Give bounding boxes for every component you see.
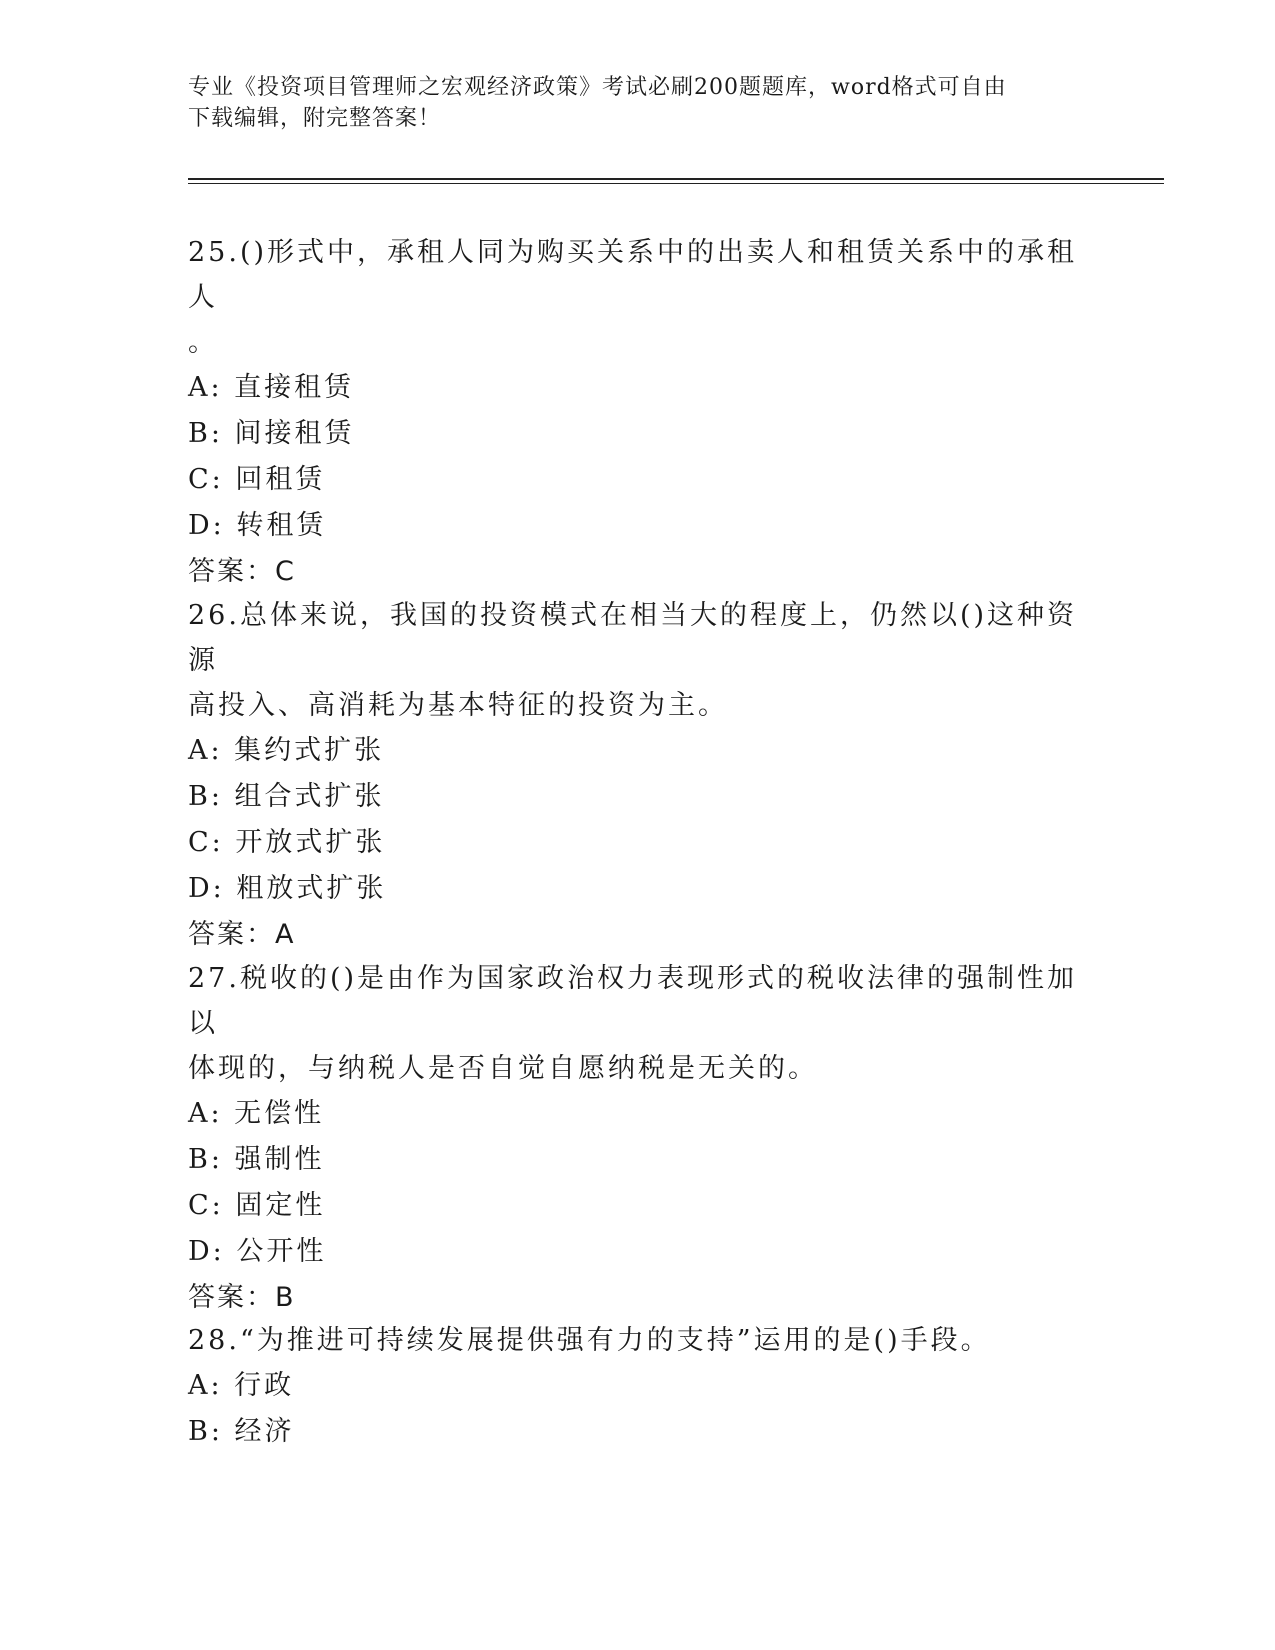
option-c: C: 固定性 [188, 1190, 326, 1221]
answer: 答案：A [188, 919, 296, 950]
question-stem-line: 26.总体来说，我国的投资模式在相当大的程度上，仍然以()这种资源 [188, 600, 1078, 676]
question-26 [188, 593, 1088, 958]
question-stem-line: 。 [188, 327, 218, 358]
option-a: A: 无偿性 [188, 1098, 325, 1129]
question-stem-line: 28.“为推进可持续发展提供强有力的支持”运用的是()手段。 [188, 1325, 991, 1356]
answer: 答案：B [188, 1282, 296, 1313]
question-27 [188, 956, 1088, 1321]
option-c: C: 开放式扩张 [188, 827, 386, 858]
header-line-1: 专业《投资项目管理师之宏观经济政策》考试必刷200题题库，word格式可自由 [188, 75, 1007, 100]
question-stem-line: 高投入、高消耗为基本特征的投资为主。 [188, 690, 728, 721]
option-a: A: 直接租赁 [188, 372, 355, 403]
option-b: B: 间接租赁 [188, 418, 355, 449]
question-25 [188, 230, 1088, 595]
question-stem-line: 25.()形式中，承租人同为购买关系中的出卖人和租赁关系中的承租人 [188, 237, 1078, 313]
option-d: D: 公开性 [188, 1236, 327, 1267]
option-a: A: 集约式扩张 [188, 735, 385, 766]
question-stem-line: 体现的，与纳税人是否自觉自愿纳税是无关的。 [188, 1053, 818, 1084]
option-a: A: 行政 [188, 1370, 295, 1401]
option-b: B: 经济 [188, 1416, 295, 1447]
question-stem-line: 27.税收的()是由作为国家政治权力表现形式的税收法律的强制性加以 [188, 963, 1078, 1039]
document-header [188, 72, 1088, 134]
option-b: B: 组合式扩张 [188, 781, 385, 812]
option-d: D: 粗放式扩张 [188, 873, 387, 904]
header-line-2: 下载编辑，附完整答案！ [188, 106, 442, 131]
answer: 答案：C [188, 556, 296, 587]
option-c: C: 回租赁 [188, 464, 326, 495]
header-divider-thin [188, 183, 1164, 184]
option-d: D: 转租赁 [188, 510, 327, 541]
question-28 [188, 1318, 1088, 1455]
header-divider-thick [188, 178, 1164, 180]
option-b: B: 强制性 [188, 1144, 325, 1175]
